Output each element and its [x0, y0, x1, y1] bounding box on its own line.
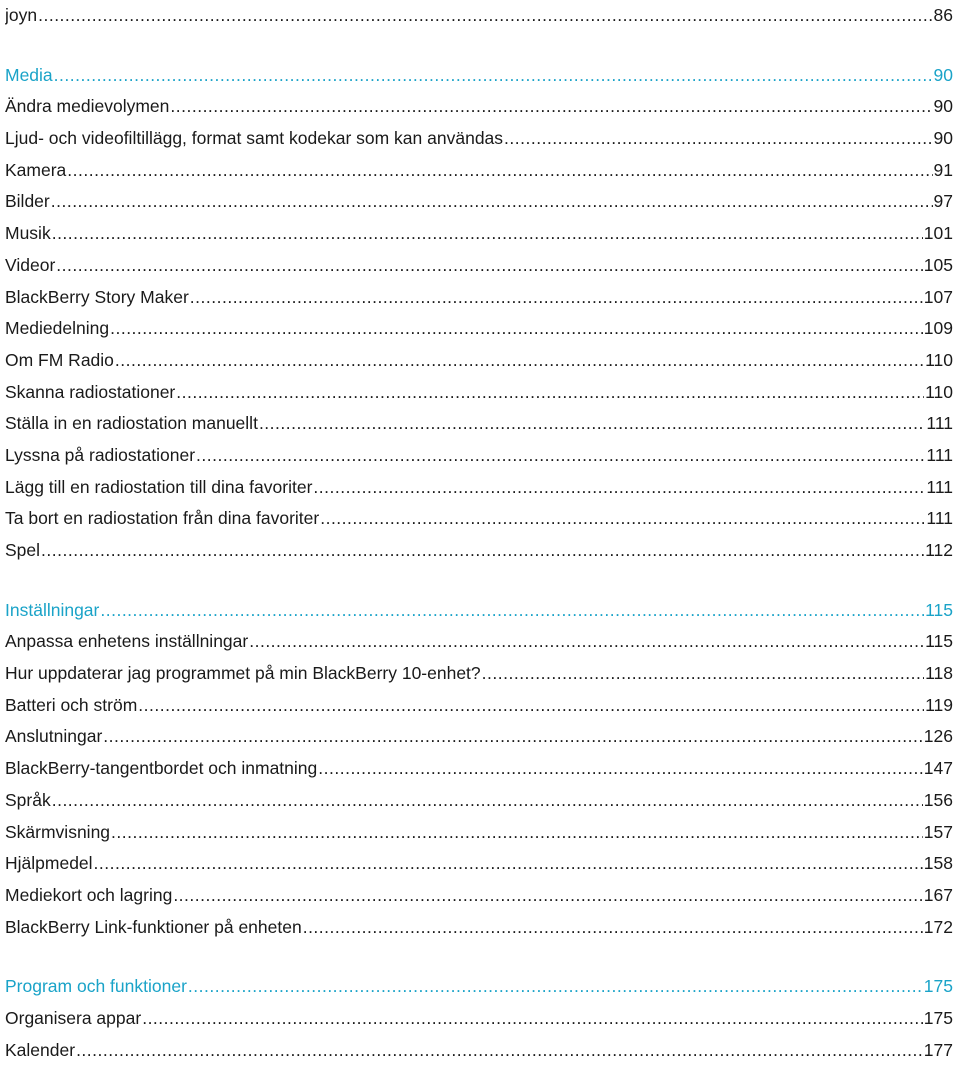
toc-entry-label: Kalender [5, 1039, 76, 1060]
toc-section-heading[interactable] [5, 595, 953, 627]
section-title: Program och funktioner [5, 976, 187, 997]
toc-entry-page: 167 [923, 884, 953, 905]
toc-entry[interactable] [5, 817, 953, 849]
toc-entry-label: Kamera [5, 159, 67, 180]
dot-leader [100, 595, 924, 627]
toc-entry[interactable] [5, 408, 953, 440]
dot-leader [54, 60, 933, 92]
dot-leader [52, 218, 923, 250]
toc-entry[interactable] [5, 848, 953, 880]
toc-entry-label: joyn [5, 5, 38, 25]
toc-entry[interactable] [5, 440, 953, 472]
toc-entry-label: Ändra medievolymen [5, 96, 170, 117]
toc-entry-page: 157 [923, 821, 953, 842]
toc-entry[interactable] [5, 626, 953, 658]
toc-entry-label: BlackBerry-tangentbordet och inmatning [5, 758, 318, 779]
dot-leader [482, 658, 924, 690]
toc-entry-page: 147 [923, 758, 953, 779]
toc-entry-label: Ställa in en radiostation manuellt [5, 413, 258, 434]
toc-entry[interactable] [5, 155, 953, 187]
dot-leader [103, 721, 923, 753]
toc-entry-label: Organisera appar [5, 1007, 142, 1028]
dot-leader [320, 503, 925, 535]
toc-entry-label: Anpassa enhetens inställningar [5, 631, 249, 652]
dot-leader [41, 535, 924, 567]
toc-entry-page: 86 [933, 5, 953, 25]
toc-entry-page: 126 [923, 726, 953, 747]
toc-entry-label: Mediekort och lagring [5, 884, 173, 905]
toc-entry-page: 109 [923, 318, 953, 339]
dot-leader [190, 282, 923, 314]
section-page: 115 [925, 599, 953, 620]
dot-leader [313, 472, 925, 504]
toc-entry-label: Hur uppdaterar jag programmet på min BlackBerry 10-enhet? [5, 663, 481, 684]
toc-entry-page: 111 [926, 413, 953, 434]
toc-entry[interactable] [5, 535, 953, 567]
toc-entry[interactable] [5, 186, 953, 218]
toc-entry-page: 119 [925, 694, 953, 715]
toc-entry-page: 97 [933, 191, 953, 212]
toc-section-heading[interactable] [5, 971, 953, 1003]
section-gap [5, 943, 953, 971]
dot-leader [504, 123, 932, 155]
section-gap [5, 32, 953, 60]
toc-entry[interactable] [5, 313, 953, 345]
toc-entry[interactable] [5, 123, 953, 155]
dot-leader [259, 408, 925, 440]
toc-entry-label: Språk [5, 789, 51, 810]
toc-entry-page: 177 [923, 1039, 953, 1060]
section-title: Media [5, 64, 53, 85]
dot-leader [249, 626, 924, 658]
toc-entry[interactable] [5, 721, 953, 753]
toc-entry-page: 111 [926, 444, 953, 465]
toc-entry[interactable] [5, 690, 953, 722]
toc-section-heading[interactable] [5, 60, 953, 92]
dot-leader [170, 91, 932, 123]
toc-entry-page: 107 [923, 286, 953, 307]
toc-entry-label: Bilder [5, 191, 50, 212]
toc-entry[interactable] [5, 91, 953, 123]
dot-leader [76, 1035, 923, 1066]
dot-leader [318, 753, 923, 785]
section-title: Inställningar [5, 599, 100, 620]
dot-leader [110, 313, 923, 345]
dot-leader [303, 912, 923, 944]
dot-leader [138, 690, 924, 722]
dot-leader [52, 785, 923, 817]
toc-entry-label: Mediedelning [5, 318, 110, 339]
toc-entry[interactable] [5, 0, 953, 32]
toc-entry[interactable] [5, 912, 953, 944]
dot-leader [173, 880, 922, 912]
toc-entry-label: BlackBerry Link-funktioner på enheten [5, 916, 302, 937]
toc-entry-page: 101 [923, 223, 953, 244]
toc-entry[interactable] [5, 503, 953, 535]
toc-entry-label: Skanna radiostationer [5, 381, 176, 402]
toc-entry[interactable] [5, 1035, 953, 1066]
toc-entry[interactable] [5, 377, 953, 409]
toc-entry[interactable] [5, 880, 953, 912]
toc-entry[interactable] [5, 345, 953, 377]
dot-leader [142, 1003, 923, 1035]
toc-entry-label: Lyssna på radiostationer [5, 444, 196, 465]
toc-entry-label: BlackBerry Story Maker [5, 286, 189, 307]
dot-leader [111, 817, 923, 849]
toc-entry[interactable] [5, 218, 953, 250]
toc-entry-page: 172 [923, 916, 953, 937]
toc-entry-label: Ta bort en radiostation från dina favoriter [5, 508, 320, 529]
toc-entry-page: 91 [933, 159, 953, 180]
toc-entry[interactable] [5, 1003, 953, 1035]
section-page: 175 [923, 976, 953, 997]
toc-entry-page: 110 [925, 349, 953, 370]
toc-entry-page: 175 [923, 1007, 953, 1028]
toc-entry-label: Ljud- och videofiltillägg, format samt kodekar som kan användas [5, 128, 504, 149]
toc-entry-page: 118 [925, 663, 953, 684]
toc-entry-page: 158 [923, 853, 953, 874]
toc-entry-page: 90 [933, 128, 953, 149]
toc-entry-page: 105 [923, 254, 953, 275]
toc-entry-label: Anslutningar [5, 726, 103, 747]
dot-leader [38, 0, 932, 32]
toc-entry-page: 112 [925, 540, 953, 560]
toc-entry-label: Om FM Radio [5, 349, 114, 370]
dot-leader [56, 250, 923, 282]
toc-entry[interactable] [5, 658, 953, 690]
toc-entry[interactable] [5, 753, 953, 785]
toc-entry-page: 156 [923, 789, 953, 810]
dot-leader [196, 440, 925, 472]
toc-entry[interactable] [5, 472, 953, 504]
toc-entry-label: Hjälpmedel [5, 853, 93, 874]
toc-entry-label: Videor [5, 254, 56, 275]
dot-leader [188, 971, 923, 1003]
toc-entry[interactable] [5, 785, 953, 817]
toc-entry-page: 111 [926, 476, 953, 497]
toc-entry-page: 110 [925, 381, 953, 402]
dot-leader [115, 345, 924, 377]
toc-entry-label: Lägg till en radiostation till dina favoriter [5, 476, 313, 497]
toc-entry-label: Musik [5, 223, 51, 244]
section-page: 90 [933, 64, 953, 85]
toc-entry-page: 111 [926, 508, 953, 529]
toc-entry-page: 115 [925, 631, 953, 652]
dot-leader [67, 155, 932, 187]
toc-entry[interactable] [5, 282, 953, 314]
toc-entry-label: Skärmvisning [5, 821, 111, 842]
dot-leader [176, 377, 924, 409]
toc-entry[interactable] [5, 250, 953, 282]
toc-entry-label: Batteri och ström [5, 694, 138, 715]
dot-leader [94, 848, 923, 880]
section-gap [5, 567, 953, 595]
table-of-contents [5, 0, 953, 1066]
toc-entry-page: 90 [933, 96, 953, 117]
toc-entry-label: Spel [5, 540, 41, 560]
dot-leader [51, 186, 933, 218]
